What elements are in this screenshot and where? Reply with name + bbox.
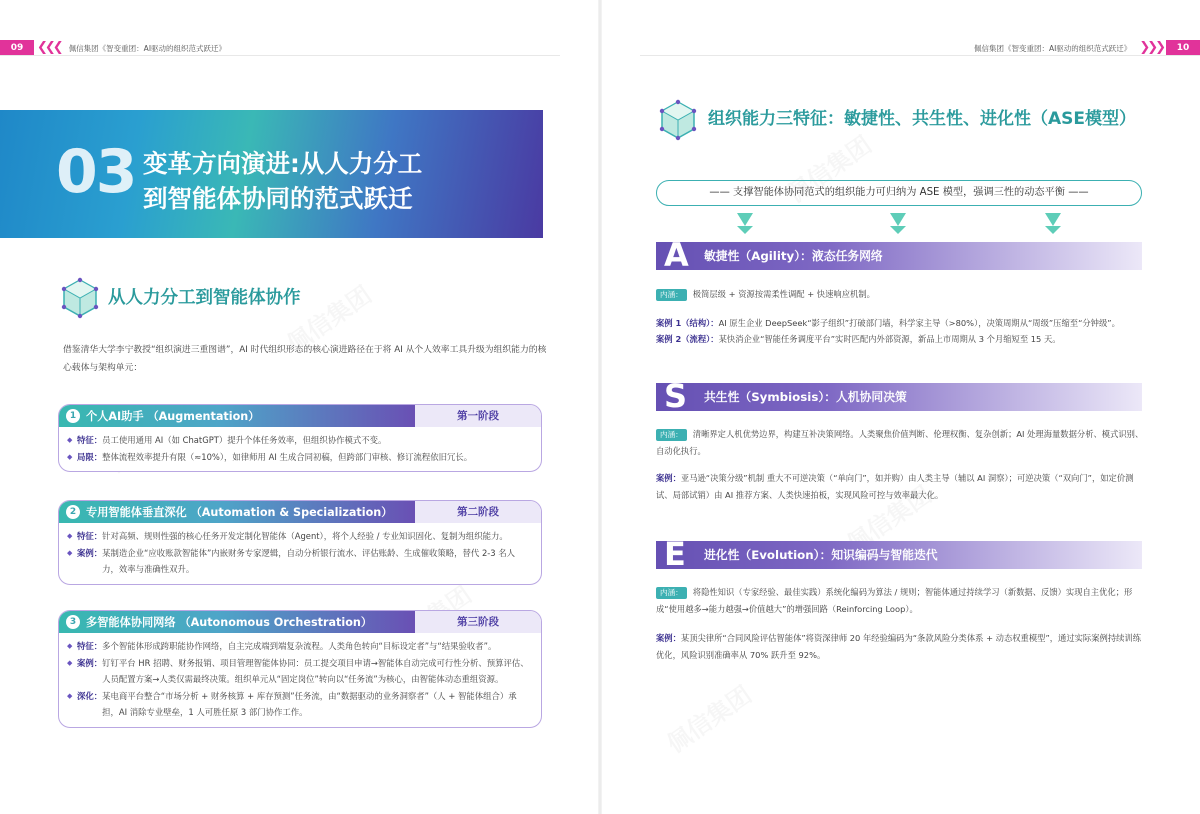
intro-paragraph: 借鉴清华大学李宁教授“组织演进三重图谱”，AI 时代组织形态的核心演进路径在于将 AI 从个人效率工具升级为组织能力的核心载体与架构单元： <box>63 345 547 373</box>
case-text: 某快消企业“智能任务调度平台”实时匹配内外部资源，新品上市周期从 3 个月缩短至 15 天。 <box>718 334 1061 344</box>
watermark <box>659 676 758 760</box>
ase-letter: A <box>664 236 689 274</box>
chevrons-icon: ❮❮❮ <box>37 40 61 55</box>
down-arrow-icon <box>1045 213 1061 226</box>
case-text: 某顶尖律所“合同风险评估智能体”将资深律师 20 年经验编码为“条款风险分类体系 + 动态权重模型”，通过实际案例持续训练优化，风险识别准确率从 70% 跃升至 92%。 <box>656 633 1142 660</box>
row-label: 案例： <box>77 547 103 558</box>
right-running-header <box>974 40 1200 56</box>
stage-number: 3 <box>66 615 80 629</box>
running-title: 佩信集团《智变重团：AI驱动的组织范式跃迁》 <box>68 43 227 53</box>
chapter-title-line: 到智能体协同的范式跃迁 <box>143 184 413 213</box>
row-label: 特征： <box>77 435 103 445</box>
left-running-header <box>0 40 226 56</box>
summary-pill: —— 支撑智能体协同范式的组织能力可归纳为 ASE 模型，强调三性的动态平衡 —— <box>656 180 1142 206</box>
ase-bar-evolution <box>656 535 1142 573</box>
diamond-bullet-icon: ◆ <box>67 548 73 557</box>
stage-card <box>58 404 542 472</box>
stage-row <box>67 545 531 578</box>
stage-number: 2 <box>66 505 80 519</box>
diamond-bullet-icon: ◆ <box>67 658 73 667</box>
chapter-title-line: 变革方向演进:从人力分工 <box>143 149 423 178</box>
down-arrow-icon <box>737 213 753 226</box>
down-arrow-icon <box>890 226 906 234</box>
stage-row <box>67 638 531 655</box>
case-text: AI 原生企业 DeepSeek“影子组织”打破部门墙，科学家主导（>80%），决策周期从“周级”压缩至“分钟级”。 <box>718 318 1120 328</box>
diamond-bullet-icon: ◆ <box>67 436 73 444</box>
ase-content <box>656 584 1144 617</box>
chapter-title <box>143 146 422 216</box>
ase-case <box>656 331 1144 348</box>
ase-letter: E <box>664 535 686 573</box>
diamond-bullet-icon: ◆ <box>67 532 73 540</box>
stage-row <box>67 688 531 721</box>
row-text: 多个智能体形成跨职能协作网络，自主完成端到端复杂流程。人类角色转向“目标设定者”与“结果验收者”。 <box>102 641 497 651</box>
row-label: 案例： <box>77 657 103 668</box>
row-text: 某制造企业“应收账款智能体”内嵌财务专家逻辑，自动分析银行流水、评估账龄、生成催收策略，替代 2-3 名人力，效率与准确性双升。 <box>102 547 516 574</box>
case-label: 案例 2（流程）： <box>656 334 719 344</box>
stage-title-bar <box>59 501 417 523</box>
stage-title: 个人AI助手 （Augmentation） <box>86 410 260 423</box>
stage-title: 多智能体协同网络 （Autonomous Orchestration） <box>86 616 373 629</box>
ase-case <box>656 315 1144 332</box>
cube-icon <box>58 276 102 320</box>
content-text: 将隐性知识（专家经验、最佳实践）系统化编码为算法 / 规则；智能体通过持续学习（新数据、反馈）实现自主优化；形成“使用越多→能力越强→价值越大”的增强回路（Reinforcing Loop）。 <box>656 587 1133 614</box>
content-tag: 内涵： <box>656 587 687 599</box>
running-title: 佩信集团《智变重团：AI驱动的组织范式跃迁》 <box>973 43 1132 53</box>
stage-row <box>67 449 531 466</box>
cube-icon <box>656 98 700 142</box>
content-tag: 内涵： <box>656 289 687 301</box>
row-label: 特征： <box>77 641 103 651</box>
case-label: 案例： <box>656 473 681 483</box>
stage-row <box>67 655 531 688</box>
ase-letter: S <box>664 377 688 415</box>
header-divider <box>640 55 1200 56</box>
diamond-bullet-icon: ◆ <box>67 642 73 650</box>
stage-title-bar <box>59 611 417 633</box>
row-label: 局限： <box>77 451 103 462</box>
row-text: 某电商平台整合“市场分析 + 财务核算 + 库存预测”任务流，由“数据驱动的业务洞察者”（人 + 智能体组合）承担，AI 消除专业壁垒，1 人可胜任原 3 部门协作工作。 <box>102 690 517 717</box>
content-tag: 内涵： <box>656 429 687 441</box>
ase-bar-symbiosis <box>656 377 1142 415</box>
ase-case <box>656 630 1144 663</box>
row-text: 针对高频、规则性强的核心任务开发定制化智能体（Agent），将个人经验 / 专业知识固化、复制为组织能力。 <box>102 531 508 541</box>
diamond-bullet-icon: ◆ <box>67 452 73 461</box>
row-text: 整体流程效率提升有限（≈10%），如律师用 AI 生成合同初稿，但跨部门审核、修订流程依旧冗长。 <box>102 451 473 462</box>
stage-row <box>67 528 531 545</box>
case-label: 案例： <box>656 633 681 643</box>
stage-label: 第二阶段 <box>415 501 541 523</box>
stage-card <box>58 610 542 728</box>
chapter-banner <box>0 110 543 238</box>
section-title: 组织能力三特征：敏捷性、共生性、进化性（ASE模型） <box>708 109 1137 129</box>
chevrons-icon: ❯❯❯ <box>1139 40 1163 55</box>
ase-content <box>656 286 1144 303</box>
row-text: 员工使用通用 AI（如 ChatGPT）提升个体任务效率，但组织协作模式不变。 <box>102 435 387 445</box>
ase-case <box>656 470 1144 503</box>
stage-title-bar <box>59 405 417 427</box>
content-text: 清晰界定人机优势边界，构建互补决策网络。人类聚焦价值判断、伦理权衡、复杂创新；AI 处理海量数据分析、模式识别、自动化执行。 <box>656 429 1144 456</box>
page-number: 10 <box>1166 40 1200 56</box>
row-label: 深化： <box>77 690 103 701</box>
stage-card <box>58 500 542 585</box>
stage-row <box>67 432 531 449</box>
row-text: 钉钉平台 HR 招聘、财务报销、项目管理智能体协同：员工提交项目申请→智能体自动完成可行性分析、预算评估、人员配置方案→人类仅需最终决策。组织单元从“固定岗位”转向以“任务流”为核心，由智能体动态重组资源。 <box>102 657 529 684</box>
row-label: 特征： <box>77 531 103 541</box>
ase-content <box>656 426 1144 459</box>
stage-title: 专用智能体垂直深化 （Automation & Specialization） <box>86 506 393 519</box>
chapter-number: 03 <box>56 137 136 207</box>
ase-title: 共生性（Symbiosis）：人机协同决策 <box>704 390 907 404</box>
section-title: 从人力分工到智能体协作 <box>108 288 301 308</box>
ase-title: 进化性（Evolution）：知识编码与智能迭代 <box>704 548 938 562</box>
header-divider <box>0 55 560 56</box>
down-arrow-icon <box>737 226 753 234</box>
down-arrow-icon <box>890 213 906 226</box>
stage-label: 第三阶段 <box>415 611 541 633</box>
down-arrow-icon <box>1045 226 1061 234</box>
page-gutter <box>598 0 602 814</box>
case-label: 案例 1（结构）： <box>656 318 719 328</box>
ase-title: 敏捷性（Agility）：液态任务网络 <box>704 249 883 263</box>
ase-bar-agility <box>656 236 1142 274</box>
diamond-bullet-icon: ◆ <box>67 691 73 700</box>
stage-label: 第一阶段 <box>415 405 541 427</box>
case-text: 亚马逊“决策分级”机制 重大不可逆决策（“单向门”，如并购）由人类主导（辅以 AI 洞察）；可逆决策（“双向门”，如定价测试、局部试销）由 AI 推荐方案、人类快速拍板，实现风险可控与效率最大化。 <box>656 473 1134 500</box>
content-text: 极简层级 + 资源按需柔性调配 + 快速响应机制。 <box>692 289 875 299</box>
stage-number: 1 <box>66 409 80 423</box>
page-number: 09 <box>0 40 34 56</box>
